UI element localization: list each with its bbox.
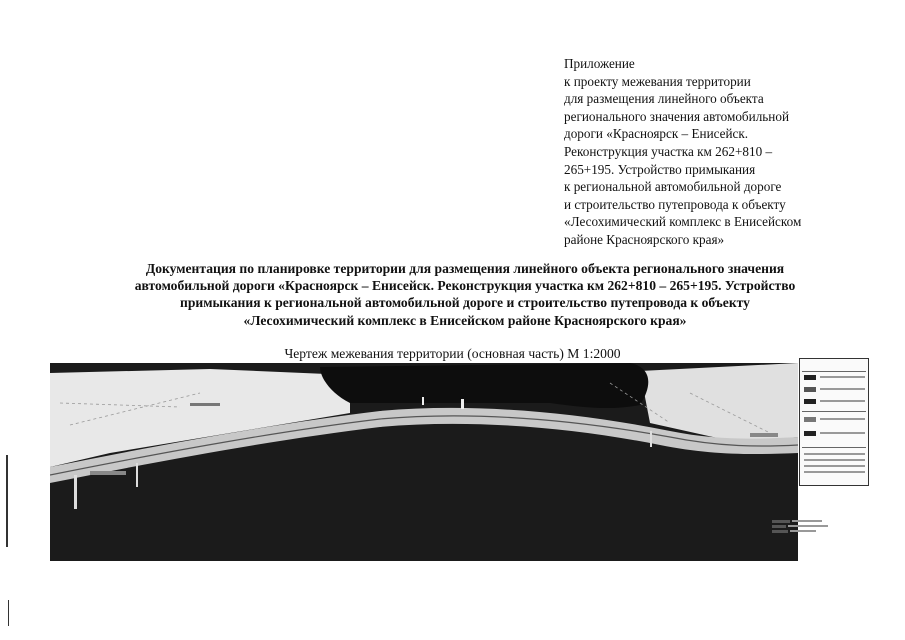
- legend-text-mark: [820, 400, 865, 402]
- appendix-line: 265+195. Устройство примыкания: [564, 161, 756, 177]
- legend-text-mark: [820, 418, 865, 420]
- legend-divider: [802, 371, 866, 372]
- legend-text-mark: [804, 459, 865, 461]
- title-line: примыкания к региональной автомобильной дороге и строительство путепровода к объекту: [180, 295, 750, 311]
- appendix-line: к региональной автомобильной дороге: [564, 179, 782, 195]
- title-line: «Лесохимический комплекс в Енисейском районе Красноярского края»: [243, 312, 687, 328]
- legend-text-mark: [820, 432, 865, 434]
- appendix-line: Реконструкция участка км 262+810 –: [564, 143, 773, 159]
- appendix-line: и строительство путепровода к объекту: [564, 196, 786, 212]
- legend-divider: [802, 447, 866, 448]
- legend-swatch: [804, 431, 816, 436]
- appendix-line: регионального значения автомобильной: [564, 108, 789, 124]
- legend-swatch: [804, 375, 816, 380]
- appendix-line: «Лесохимический комплекс в Енисейском: [564, 214, 802, 230]
- legend-text-mark: [820, 388, 865, 390]
- title-line: Документация по планировке территории для размещения линейного объекта регионального значения: [145, 261, 785, 276]
- appendix-line: районе Красноярского края»: [564, 231, 725, 247]
- legend-text-mark: [804, 465, 865, 467]
- title-line: автомобильной дороги «Красноярск – Енисейск. Реконструкция участка км 262+810 – 265+195. Устройство: [134, 278, 796, 294]
- drawing-graphic: [50, 363, 798, 561]
- appendix-note: [564, 55, 864, 249]
- legend-text-mark: [804, 453, 865, 455]
- legend-swatch: [804, 417, 816, 422]
- appendix-line: Приложение: [564, 56, 635, 71]
- legend-table: [799, 358, 869, 486]
- appendix-line: для размещения линейного объекта: [564, 91, 764, 107]
- survey-drawing: [50, 363, 798, 561]
- scan-edge-mark: [8, 600, 9, 626]
- legend-swatch: [804, 387, 816, 392]
- stamp-graphic: [772, 518, 830, 536]
- legend-text-mark: [820, 376, 865, 378]
- appendix-line: дороги «Красноярск – Енисейск.: [564, 126, 749, 142]
- drawing-stamp: [772, 518, 830, 536]
- scan-edge-mark: [6, 455, 8, 547]
- document-title: [70, 260, 860, 329]
- appendix-line: к проекту межевания территории: [564, 73, 751, 89]
- drawing-caption: Чертеж межевания территории (основная часть) М 1:2000: [284, 346, 621, 361]
- legend-swatch: [804, 399, 816, 404]
- legend-divider: [802, 411, 866, 412]
- legend-text-mark: [804, 471, 865, 473]
